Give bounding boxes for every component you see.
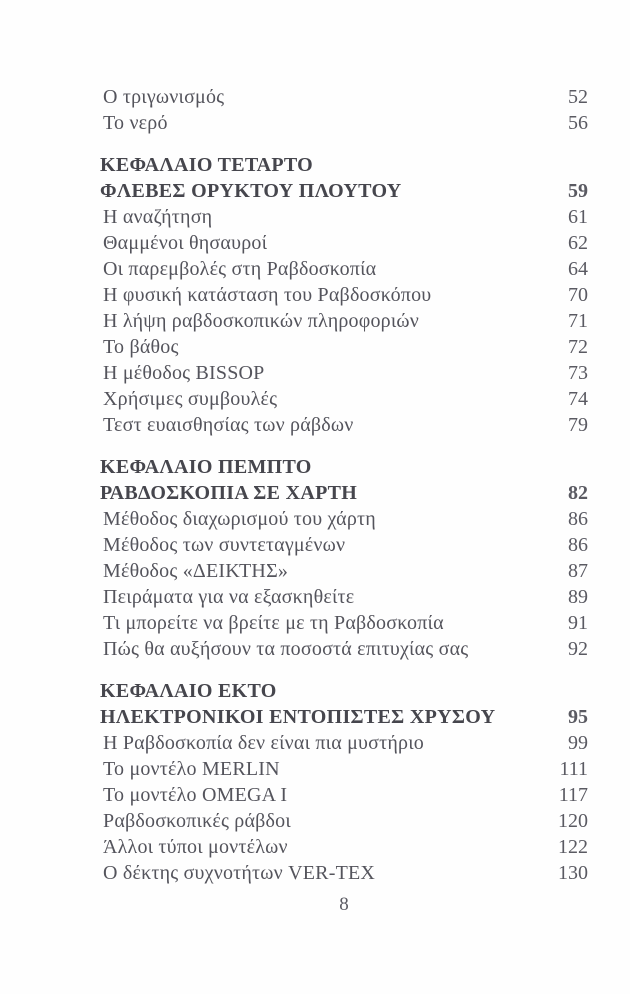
toc-entry (100, 584, 588, 610)
toc-entry-page-number: 52 (568, 86, 588, 108)
toc-entry (100, 282, 588, 308)
toc-entry-label: Ο δέκτης συχνοτήτων VER-TEX (103, 862, 376, 884)
toc-entry (100, 756, 588, 782)
toc-entry-page-number: 87 (568, 560, 588, 582)
toc-chapter-section (100, 678, 588, 886)
toc-entry (100, 230, 588, 256)
toc-entry (100, 308, 588, 334)
chapter-title-label: ΗΛΕΚΤΡΟΝΙΚΟΙ ΕΝΤΟΠΙΣΤΕΣ ΧΡΥΣΟΥ (100, 706, 496, 728)
chapter-heading-label: ΚΕΦΑΛΑΙΟ ΤΕΤΑΡΤΟ (100, 154, 314, 176)
chapter-title (100, 704, 588, 730)
toc-entry (100, 610, 588, 636)
toc-entry-page-number: 71 (568, 310, 588, 332)
toc-entry (100, 204, 588, 230)
toc-entry-label: Το μοντέλο MERLIN (103, 758, 280, 780)
chapter-title-label: ΡΑΒΔΟΣΚΟΠΙΑ ΣΕ ΧΑΡΤΗ (100, 482, 358, 504)
toc-entry-label: Πειράματα για να εξασκηθείτε (103, 586, 355, 608)
chapter-title (100, 178, 588, 204)
toc-entry (100, 110, 588, 136)
toc-entry-page-number: 120 (558, 810, 588, 832)
toc-entry-page-number: 111 (559, 758, 588, 780)
toc-chapter-section (100, 454, 588, 662)
toc-entry (100, 558, 588, 584)
chapter-heading-label: ΚΕΦΑΛΑΙΟ ΠΕΜΠΤΟ (100, 456, 312, 478)
toc-entry (100, 334, 588, 360)
chapter-title-label: ΦΛΕΒΕΣ ΟΡΥΚΤΟΥ ΠΛΟΥΤΟΥ (100, 180, 402, 202)
table-of-contents (100, 84, 588, 886)
toc-entry-page-number: 62 (568, 232, 588, 254)
toc-entry-label: Άλλοι τύποι μοντέλων (103, 836, 288, 858)
chapter-title-page-number: 95 (568, 706, 588, 728)
toc-entry-label: Η λήψη ραβδοσκοπικών πληροφοριών (103, 310, 420, 332)
toc-entry-label: Θαμμένοι θησαυροί (103, 232, 268, 254)
toc-entry (100, 412, 588, 438)
toc-entry (100, 782, 588, 808)
toc-entry-page-number: 130 (558, 862, 588, 884)
toc-entry (100, 506, 588, 532)
toc-entry-label: Η Ραβδοσκοπία δεν είναι πια μυστήριο (103, 732, 424, 754)
toc-entry-page-number: 122 (558, 836, 588, 858)
chapter-title (100, 480, 588, 506)
toc-entry-page-number: 86 (568, 508, 588, 530)
toc-entry-label: Η μέθοδος BISSOP (103, 362, 265, 384)
toc-entry-label: Μέθοδος «ΔΕΙΚΤΗΣ» (103, 560, 289, 582)
toc-entry-page-number: 70 (568, 284, 588, 306)
toc-entry-page-number: 61 (568, 206, 588, 228)
toc-entry-page-number: 79 (568, 414, 588, 436)
chapter-title-page-number: 59 (568, 180, 588, 202)
toc-entry-page-number: 117 (558, 784, 588, 806)
toc-entry-page-number: 73 (568, 362, 588, 384)
toc-entry-page-number: 92 (568, 638, 588, 660)
toc-entry (100, 386, 588, 412)
toc-entry-page-number: 56 (568, 112, 588, 134)
toc-entry-label: Τεστ ευαισθησίας των ράβδων (103, 414, 354, 436)
toc-entry-label: Η αναζήτηση (103, 206, 213, 228)
toc-entry-label: Η φυσική κατάσταση του Ραβδοσκόπου (103, 284, 432, 306)
chapter-heading (100, 678, 588, 704)
folio-page-number: 8 (339, 894, 349, 915)
toc-entry-label: Το νερό (103, 112, 168, 134)
toc-entry-label: Τι μπορείτε να βρείτε με τη Ραβδοσκοπία (103, 612, 444, 634)
toc-entry (100, 834, 588, 860)
toc-entry (100, 860, 588, 886)
toc-entry-label: Χρήσιμες συμβουλές (103, 388, 278, 410)
toc-entry-label: Μέθοδος των συντεταγμένων (103, 534, 346, 556)
toc-entry-label: Το βάθος (103, 336, 179, 358)
toc-entry (100, 636, 588, 662)
chapter-heading (100, 152, 588, 178)
toc-entry-label: Οι παρεμβολές στη Ραβδοσκοπία (103, 258, 377, 280)
toc-entry-page-number: 91 (568, 612, 588, 634)
toc-entry-page-number: 99 (568, 732, 588, 754)
toc-entry (100, 360, 588, 386)
toc-entry-page-number: 72 (568, 336, 588, 358)
chapter-heading-label: ΚΕΦΑΛΑΙΟ ΕΚΤΟ (100, 680, 277, 702)
toc-entry (100, 730, 588, 756)
toc-entry (100, 84, 588, 110)
toc-entry-label: Το μοντέλο OMEGA I (103, 784, 288, 806)
toc-chapter-section (100, 152, 588, 438)
toc-entry-label: Πώς θα αυξήσουν τα ποσοστά επιτυχίας σας (103, 638, 469, 660)
toc-entry-label: Μέθοδος διαχωρισμού του χάρτη (103, 508, 376, 530)
toc-entry-label: Ο τριγωνισμός (103, 86, 225, 108)
toc-entry-page-number: 64 (568, 258, 588, 280)
toc-entry-label: Ραβδοσκοπικές ράβδοι (103, 810, 291, 832)
chapter-title-page-number: 82 (568, 482, 588, 504)
toc-entry-page-number: 86 (568, 534, 588, 556)
toc-entry (100, 256, 588, 282)
toc-entry (100, 532, 588, 558)
chapter-heading (100, 454, 588, 480)
toc-entry-page-number: 74 (568, 388, 588, 410)
toc-entry-page-number: 89 (568, 586, 588, 608)
toc-entry (100, 808, 588, 834)
